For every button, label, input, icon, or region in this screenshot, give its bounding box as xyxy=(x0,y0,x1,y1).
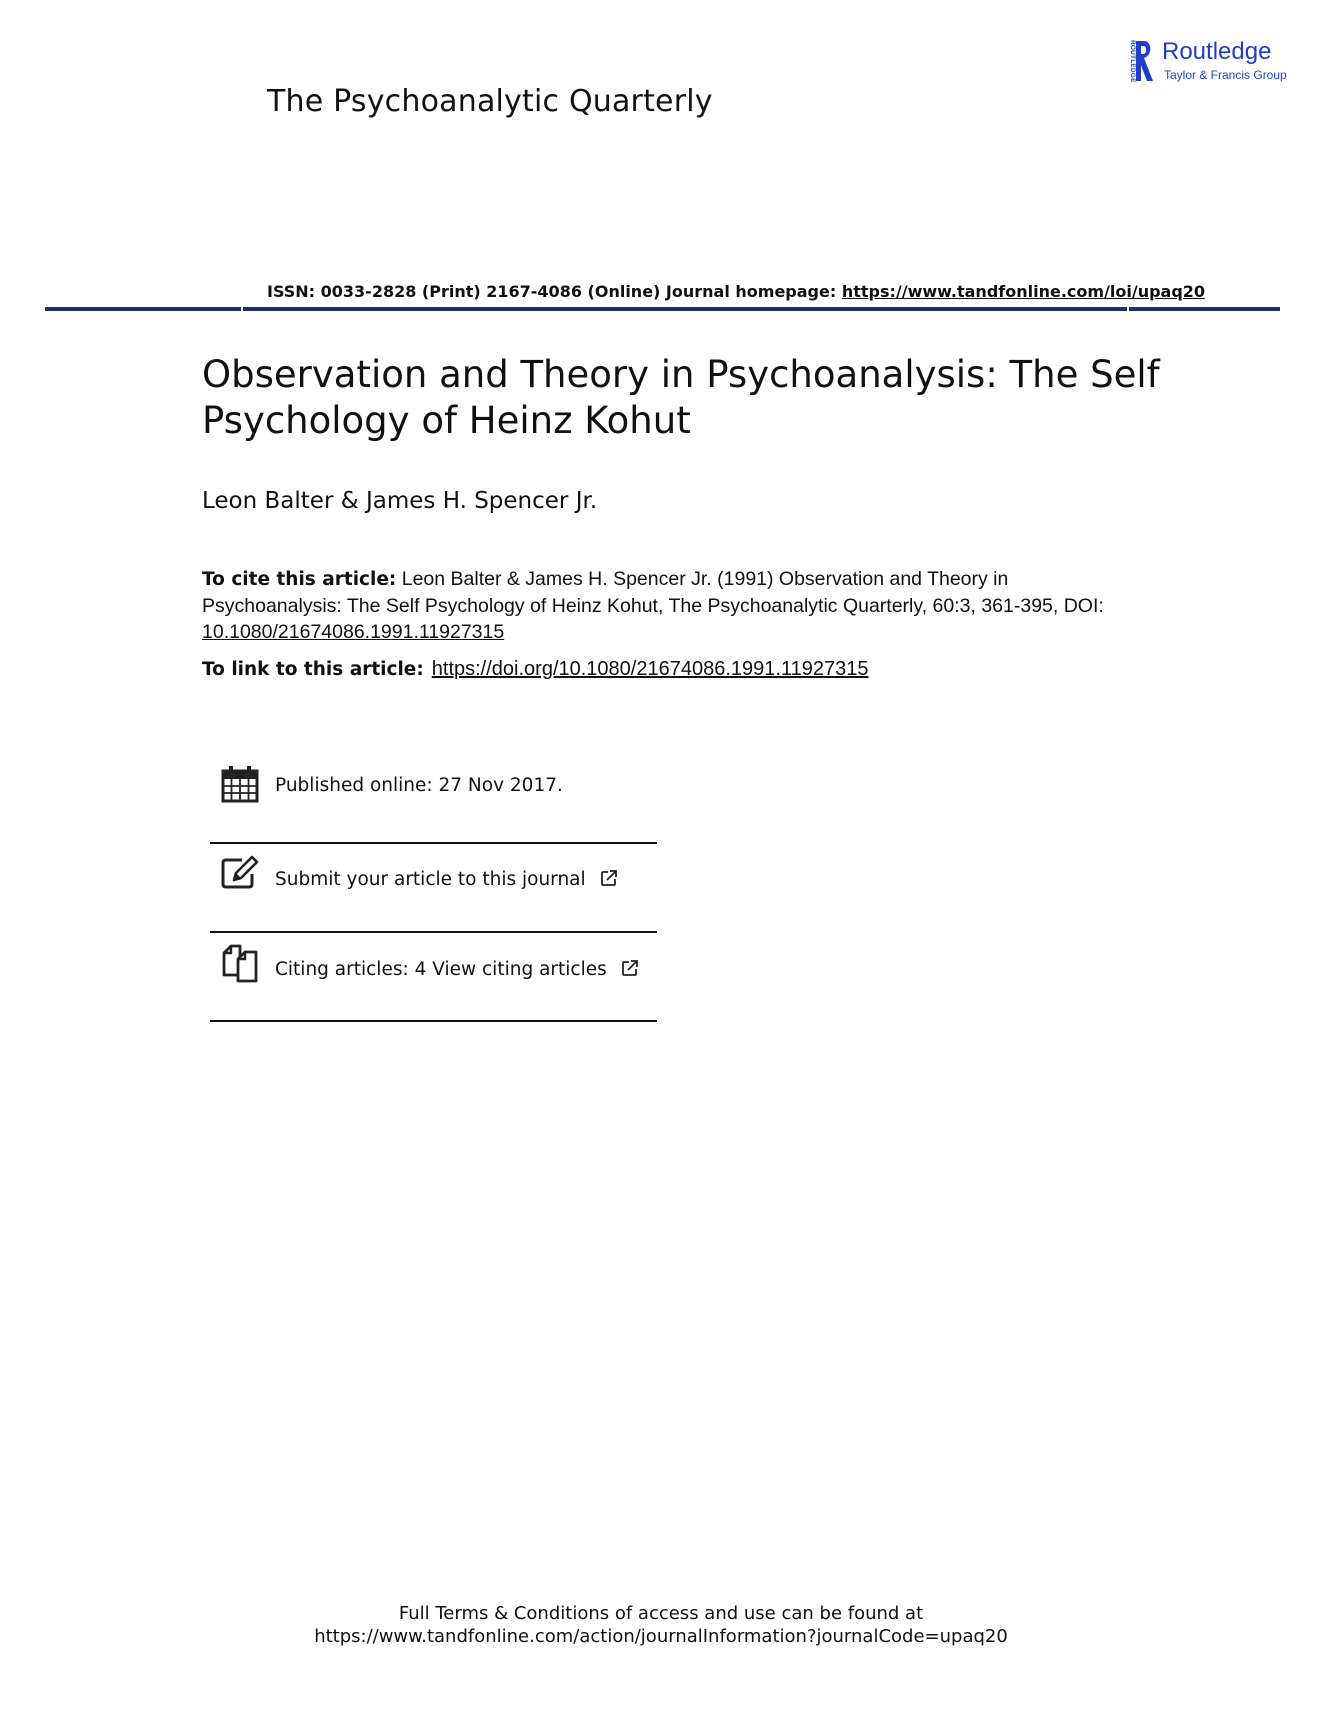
submit-article-label: Submit your article to this journal xyxy=(275,869,586,890)
citing-articles-text[interactable] xyxy=(275,959,639,980)
row-divider xyxy=(210,931,657,933)
footer-terms-link[interactable]: https://www.tandfonline.com/action/journalInformation?journalCode=upaq20 xyxy=(314,1626,1008,1647)
article-authors: Leon Balter & James H. Spencer Jr. xyxy=(202,488,598,514)
cite-label: To cite this article: xyxy=(202,569,397,590)
divider-tick xyxy=(1127,305,1129,313)
external-link-icon xyxy=(621,959,639,977)
article-link-line xyxy=(202,658,868,681)
external-link-icon xyxy=(600,869,618,887)
published-online-text: Published online: 27 Nov 2017. xyxy=(275,775,563,796)
calendar-icon xyxy=(220,764,260,804)
issn-line xyxy=(267,282,1205,301)
edit-icon xyxy=(220,854,260,894)
documents-icon xyxy=(220,943,260,983)
logo-subtitle: Taylor & Francis Group xyxy=(1164,68,1287,82)
footer-terms-text: Full Terms & Conditions of access and use can be found at xyxy=(398,1603,924,1624)
logo-name: Routledge xyxy=(1162,38,1272,65)
header-divider xyxy=(45,307,1280,311)
citing-articles-row[interactable] xyxy=(210,937,657,1017)
published-online-row xyxy=(210,760,657,840)
cite-text: Leon Balter & James H. Spencer Jr. (1991) Observation and Theory in Psychoanalysis: The Self Psychology of Heinz Kohut, The Psychoanalytic Quarterly, 60:3, 361-395, DOI: xyxy=(202,568,1104,617)
routledge-logo[interactable] xyxy=(1126,38,1286,88)
routledge-logo-mark-icon xyxy=(1126,38,1154,84)
row-divider xyxy=(210,1020,657,1022)
journal-homepage-link[interactable]: https://www.tandfonline.com/loi/upaq20 xyxy=(841,282,1206,301)
journal-title: The Psychoanalytic Quarterly xyxy=(267,84,713,119)
submit-article-text[interactable] xyxy=(275,869,618,890)
article-title: Observation and Theory in Psychoanalysis: The Self Psychology of Heinz Kohut xyxy=(202,353,1160,442)
article-doi-link[interactable]: https://doi.org/10.1080/21674086.1991.11927315 xyxy=(431,658,869,680)
row-divider xyxy=(210,842,657,844)
citing-articles-label: Citing articles: 4 View citing articles xyxy=(275,959,607,980)
submit-article-row[interactable] xyxy=(210,848,657,928)
citation-block xyxy=(202,566,1142,645)
issn-text: ISSN: 0033-2828 (Print) 2167-4086 (Online) Journal homepage: xyxy=(267,282,842,301)
svg-text:ROUTLEDGE: ROUTLEDGE xyxy=(1129,40,1136,83)
divider-tick xyxy=(241,305,243,313)
cite-doi-link[interactable]: 10.1080/21674086.1991.11927315 xyxy=(202,621,505,643)
link-label: To link to this article: xyxy=(202,659,424,680)
